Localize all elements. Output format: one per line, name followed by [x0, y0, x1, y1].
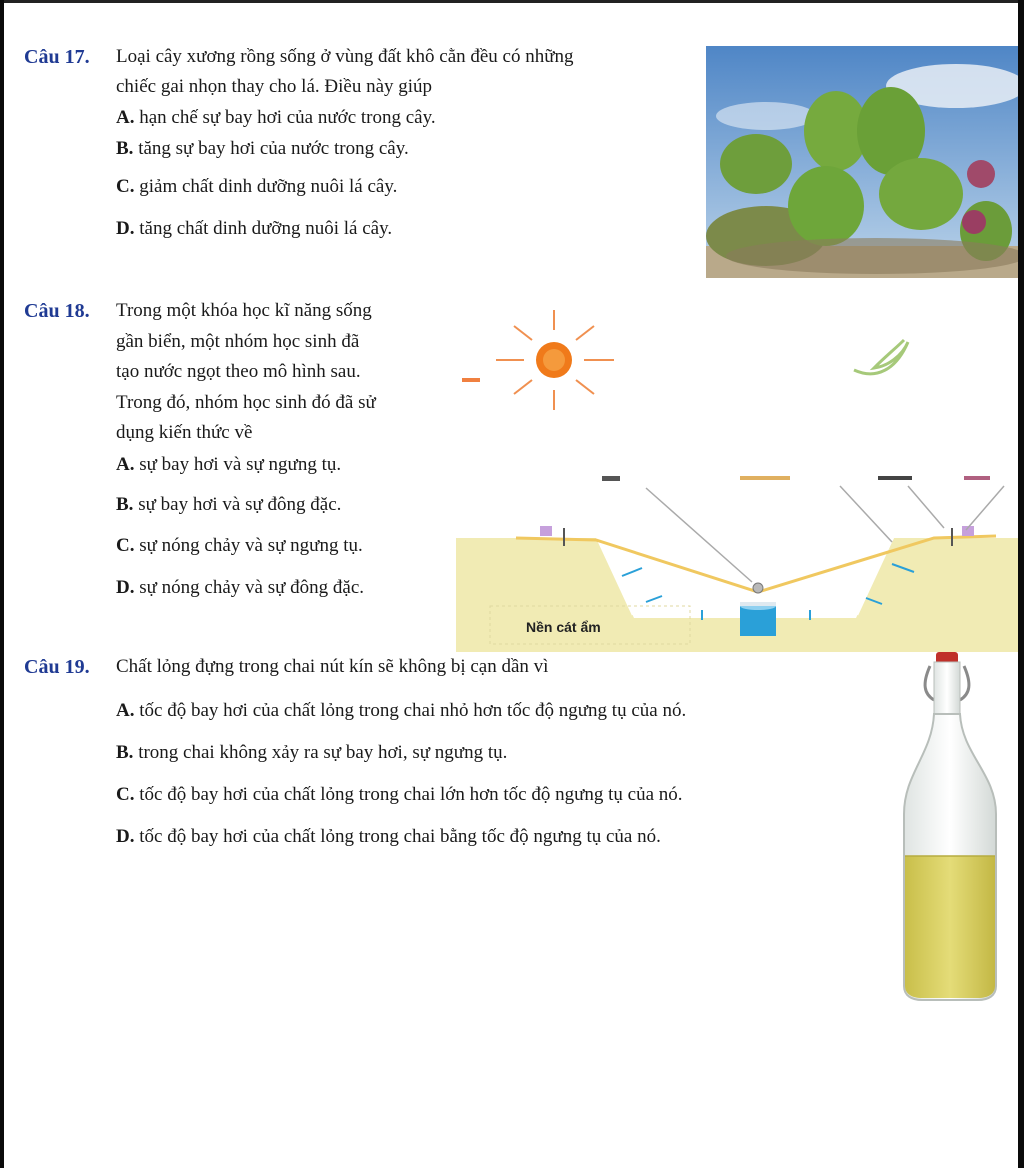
peg-left — [540, 526, 552, 536]
option-text: hạn chế sự bay hơi của nước trong cây. — [139, 107, 436, 128]
question-number: Câu 18. — [24, 300, 90, 322]
option-key: C. — [116, 535, 135, 556]
option-d[interactable] — [116, 826, 661, 848]
option-text: tốc độ bay hơi của chất lỏng trong chai bằng tốc độ ngưng tụ của nó. — [139, 826, 661, 847]
option-key: A. — [116, 454, 135, 475]
cactus-photo — [706, 46, 1018, 278]
option-c[interactable] — [116, 784, 683, 806]
water-cup — [740, 602, 776, 636]
question-stem-line: Chất lỏng đựng trong chai nút kín sẽ không bị cạn dần vì — [116, 656, 549, 677]
option-text: sự nóng chảy và sự đông đặc. — [139, 577, 365, 598]
option-b[interactable] — [116, 742, 507, 764]
sand-label: Nền cát ẩm — [526, 619, 601, 635]
option-key: B. — [116, 742, 134, 763]
question-stem-line: dụng kiến thức về — [116, 422, 253, 443]
option-key: A. — [116, 107, 135, 128]
option-text: trong chai không xảy ra sự bay hơi, sự ngưng tụ. — [138, 742, 508, 763]
option-b[interactable] — [116, 138, 409, 160]
sun-icon — [462, 310, 614, 410]
option-d[interactable] — [116, 577, 364, 599]
question-stem-line: tạo nước ngọt theo mô hình sau. — [116, 361, 361, 382]
option-d[interactable] — [116, 218, 392, 240]
option-a[interactable] — [116, 454, 341, 476]
bottle-liquid — [905, 856, 995, 998]
option-text: sự nóng chảy và sự ngưng tụ. — [139, 535, 363, 556]
question-number: Câu 17. — [24, 46, 90, 68]
question-stem-line: chiếc gai nhọn thay cho lá. Điều này giúp — [116, 76, 433, 97]
top-edge — [0, 0, 1024, 3]
option-key: A. — [116, 700, 135, 721]
option-key: D. — [116, 577, 135, 598]
question-stem-line: Loại cây xương rồng sống ở vùng đất khô cằn đều có những — [116, 46, 574, 67]
option-key: B. — [116, 138, 134, 159]
question-stem-line: gần biển, một nhóm học sinh đã — [116, 331, 360, 352]
option-c[interactable] — [116, 176, 397, 198]
question-stem-line: Trong đó, nhóm học sinh đó đã sử — [116, 392, 376, 413]
option-key: D. — [116, 826, 135, 847]
option-a[interactable] — [116, 107, 436, 129]
solar-still-diagram — [456, 300, 1018, 652]
option-text: tăng chất dinh dưỡng nuôi lá cây. — [139, 218, 393, 239]
option-text: tốc độ bay hơi của chất lỏng trong chai lớn hơn tốc độ ngưng tụ của nó. — [139, 784, 683, 805]
leaf-icon — [854, 340, 908, 374]
option-text: tăng sự bay hơi của nước trong cây. — [138, 138, 409, 159]
option-b[interactable] — [116, 494, 341, 516]
option-a[interactable] — [116, 700, 686, 722]
option-text: giảm chất dinh dưỡng nuôi lá cây. — [139, 176, 398, 197]
option-key: C. — [116, 176, 135, 197]
right-border — [1018, 0, 1024, 1168]
option-c[interactable] — [116, 535, 363, 557]
option-text: tốc độ bay hơi của chất lỏng trong chai nhỏ hơn tốc độ ngưng tụ của nó. — [139, 700, 687, 721]
left-border — [0, 0, 4, 1168]
option-text: sự bay hơi và sự đông đặc. — [138, 494, 342, 515]
bottle-photo — [892, 644, 1008, 1006]
stone-weight — [753, 583, 763, 593]
option-key: B. — [116, 494, 134, 515]
question-stem-line: Trong một khóa học kĩ năng sống — [116, 300, 372, 321]
option-text: sự bay hơi và sự ngưng tụ. — [139, 454, 342, 475]
option-key: D. — [116, 218, 135, 239]
option-key: C. — [116, 784, 135, 805]
question-number: Câu 19. — [24, 656, 90, 678]
